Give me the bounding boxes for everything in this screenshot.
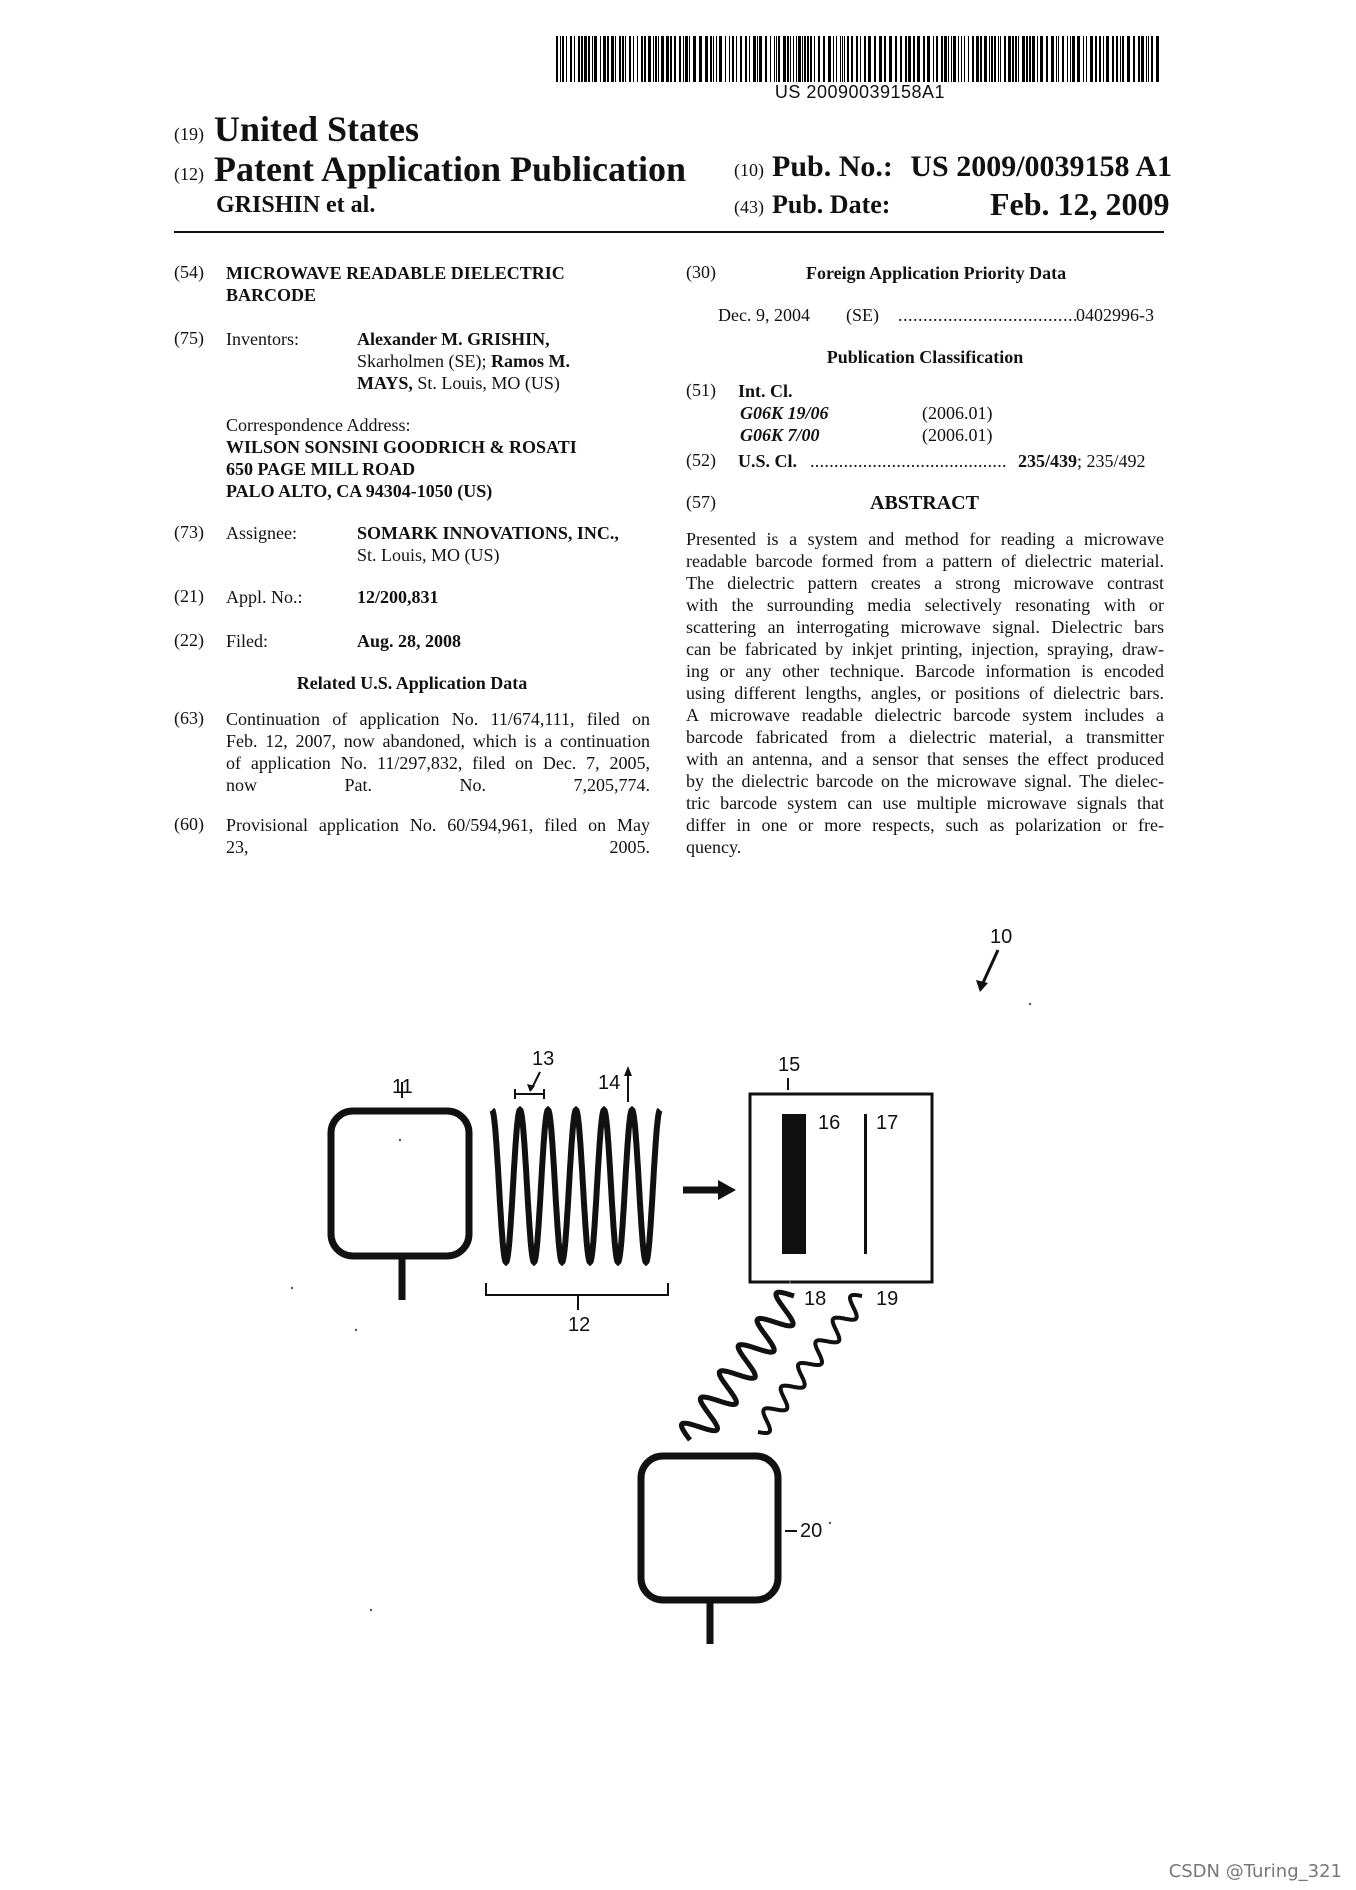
foreign-priority-heading: Foreign Application Priority Data [806,263,1067,283]
label-15: 15 [778,1054,801,1076]
appl-no-value: 12/200,831 [357,587,439,607]
code-43: (43) [734,197,764,217]
text-line: barcode fabricated from a dielectric material, a transmitter [686,727,1164,747]
label-20: 20 [800,1520,823,1542]
code-10: (10) [734,160,764,180]
us-cl-dots: ......................................... [810,451,1007,471]
label-11: 11 [392,1076,413,1098]
code-19: (19) [174,124,204,144]
microwave-signal-12 [492,1110,660,1262]
filed-value: Aug. 28, 2008 [357,631,462,651]
foreign-priority-number: 0402996-3 [1076,305,1154,325]
text-line: Continuation of application No. 11/674,111, filed on [226,709,650,729]
text-line: Provisional application No. 60/594,961, filed on May [226,815,650,835]
foreign-priority-country: (SE) [846,305,879,325]
int-cl-year-1: (2006.01) [922,403,993,423]
text-line: with the surrounding media selectively resonating with or [686,595,1164,615]
int-cl-class-2: G06K 7/00 [740,425,820,445]
code-22: (22) [174,630,204,650]
text-line: with an antenna, and a sensor that senses the effect produced [686,749,1164,769]
text-line: of application No. 11/297,832, filed on Dec. 7, 2005, [226,753,650,773]
code-54: (54) [174,262,204,282]
text-line: differ in one or more respects, such as polarization or fre- [686,815,1164,835]
text-line: quency. [686,837,742,857]
assignee-label: Assignee: [226,523,297,543]
inventors-label: Inventors: [226,329,299,349]
code-51: (51) [686,380,716,400]
int-cl-label: Int. Cl. [738,381,793,401]
pub-number-label: Pub. No.: [772,150,893,183]
us-cl-values: 235/439; 235/492 [1018,451,1146,471]
dielectric-bar-16 [782,1114,806,1254]
label-10: 10 [990,926,1013,948]
label-16: 16 [818,1112,841,1134]
filed-label: Filed: [226,631,269,651]
appl-no-label: Appl. No.: [226,587,303,607]
text-line: ing or any other technique. Barcode information is encoded [686,661,1164,681]
label-14: 14 [598,1072,621,1094]
assignee-value: SOMARK INNOVATIONS, INC., St. Louis, MO (US) [357,523,619,565]
text-line: scattering an interrogating microwave signal. Dielectric bars [686,617,1164,637]
code-63: (63) [174,708,204,728]
label-18: 18 [804,1288,827,1310]
pub-number-value: US 2009/0039158 A1 [910,150,1173,183]
text-line: The dielectric pattern creates a strong microwave contrast [686,573,1164,593]
foreign-priority-dots: .................................... [898,305,1078,325]
transmitter-antenna-11 [331,1111,469,1256]
scattered-signal-19 [758,1295,862,1433]
text-line: tric barcode system can use multiple microwave signals that [686,793,1164,813]
text-line: Feb. 12, 2007, now abandoned, which is a continuation [226,731,650,751]
pub-date-label: Pub. Date: [772,190,891,219]
correspondence-address: Correspondence Address: WILSON SONSINI GOODRICH & ROSATI 650 PAGE MILL ROAD PALO ALTO, CA 94304-1050 (US) [226,415,577,501]
text-line: A microwave readable dielectric barcode system includes a [686,705,1164,725]
text-line: can be fabricated by inkjet printing, injection, spraying, draw- [686,639,1164,659]
code-52: (52) [686,450,716,470]
receiver-sensor-20 [641,1456,778,1600]
code-57: (57) [686,492,716,512]
text-line: readable barcode formed from a pattern of dielectric material. [686,551,1164,571]
figure-ref-arrow-10 [982,950,998,985]
related-data-heading: Related U.S. Application Data [296,673,528,693]
label-19: 19 [876,1288,899,1310]
label-12: 12 [568,1314,591,1336]
text-line: Presented is a system and method for reading a microwave [686,529,1164,549]
code-12: (12) [174,164,204,184]
code-73: (73) [174,522,204,542]
publication-type-heading: Patent Application Publication [214,149,687,189]
publication-classification-heading: Publication Classification [826,347,1024,367]
code-21: (21) [174,586,204,606]
int-cl-class-1: G06K 19/06 [740,403,829,423]
us-cl-label: U.S. Cl. [738,451,798,471]
label-13: 13 [532,1048,555,1070]
dielectric-barcode-15 [750,1094,932,1282]
country-heading: United States [214,109,419,149]
pub-date-value: Feb. 12, 2009 [990,186,1170,222]
inventor-short: GRISHIN et al. [216,192,376,218]
watermark: CSDN @Turing_321 [1168,1861,1342,1882]
barcode-number: US 20090039158A1 [774,82,946,102]
code-60: (60) [174,814,204,834]
code-75: (75) [174,328,204,348]
text-line: 23, 2005. [226,837,650,857]
foreign-priority-date: Dec. 9, 2004 [718,305,810,325]
text-line: now Pat. No. 7,205,774. [226,775,650,795]
invention-title: MICROWAVE READABLE DIELECTRIC BARCODE [226,263,565,305]
scattered-signal-18 [681,1292,794,1440]
dielectric-bar-17 [864,1114,867,1254]
text-line: using different lengths, angles, or positions of dielectric bars. [686,683,1164,703]
abstract-heading: ABSTRACT [870,492,979,514]
code-30: (30) [686,262,716,282]
int-cl-year-2: (2006.01) [922,425,993,445]
text-line: by the dielectric barcode on the microwave signal. The dielec- [686,771,1164,791]
inventors-list: Alexander M. GRISHIN, Skarholmen (SE); Ramos M. MAYS, St. Louis, MO (US) [357,329,570,393]
label-17: 17 [876,1112,899,1134]
